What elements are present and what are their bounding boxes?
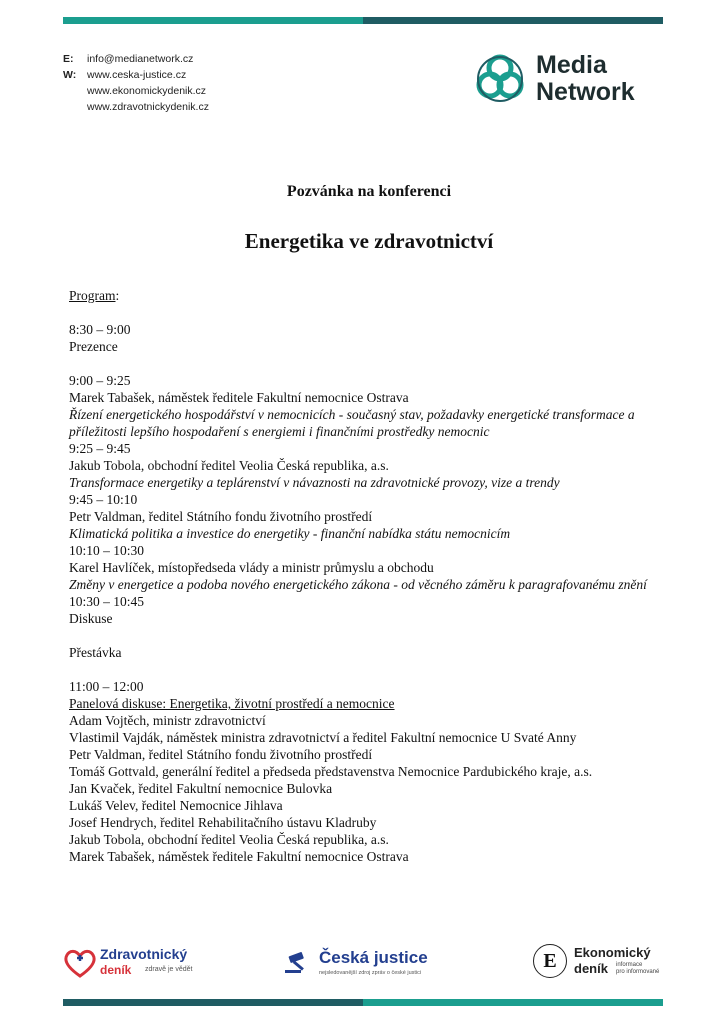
ceska-justice-logo — [285, 948, 445, 984]
panel-participant: Adam Vojtěch, ministr zdravotnictví — [69, 713, 266, 728]
time-slot: 10:10 – 10:30 — [69, 543, 145, 558]
program-colon: : — [115, 288, 120, 303]
speaker: Karel Havlíček, místopředseda vlády a ministr průmyslu a obchodu — [69, 560, 434, 575]
bottom-accent-bar-dark — [63, 999, 363, 1006]
media-network-knot-icon — [472, 51, 528, 107]
speaker: Petr Valdman, ředitel Státního fondu životního prostředí — [69, 509, 373, 524]
cj-tagline: nejsledovanější zdroj zpráv o české justici — [319, 970, 422, 976]
web-label: W: — [63, 69, 77, 81]
web-row — [63, 99, 209, 115]
top-accent-bar — [63, 17, 663, 24]
heart-cross-icon — [63, 948, 97, 978]
web-row — [63, 83, 209, 99]
panel-participant: Josef Hendrych, ředitel Rehabilitačního ústavu Kladruby — [69, 815, 377, 830]
web-link-2[interactable]: www.ekonomickydenik.cz — [87, 85, 207, 97]
cj-name: Česká justice — [319, 948, 428, 967]
ed-name-1: Ekonomický — [574, 945, 651, 960]
brand-line-2: Network — [536, 78, 635, 106]
time-slot: 8:30 – 9:00 — [69, 322, 131, 337]
time-slot: 9:45 – 10:10 — [69, 492, 138, 507]
program-label: Program — [69, 288, 116, 303]
web-row — [63, 67, 209, 83]
speaker: Jakub Tobola, obchodní ředitel Veolia Česká republika, a.s. — [69, 458, 389, 473]
zd-name-1: Zdravotnický — [100, 946, 188, 962]
conference-title: Energetika ve zdravotnictví — [244, 229, 494, 253]
time-slot: 9:00 – 9:25 — [69, 373, 131, 388]
program-label-line — [69, 287, 669, 304]
time-slot: 9:25 – 9:45 — [69, 441, 131, 456]
email-link[interactable]: info@medianetwork.cz — [87, 53, 194, 65]
time-slot: 10:30 – 10:45 — [69, 594, 145, 609]
panel-participant: Lukáš Velev, ředitel Nemocnice Jihlava — [69, 798, 283, 813]
slot-text: Prezence — [69, 339, 118, 354]
speaker: Marek Tabašek, náměstek ředitele Fakultní nemocnice Ostrava — [69, 390, 409, 405]
panel-participant: Tomáš Gottvald, generální ředitel a předseda představenstva Nemocnice Pardubického kraje, a.s. — [69, 764, 593, 779]
panel-heading: Panelová diskuse: Energetika, životní prostředí a nemocnice — [69, 696, 395, 711]
bottom-accent-bar — [63, 999, 663, 1006]
talk-topic: Změny v energetice a podoba nového energetického zákona - od věcného záměru k paragrafovanému znění — [69, 577, 647, 592]
top-accent-bar-dark — [363, 17, 663, 24]
panel-participant: Marek Tabašek, náměstek ředitele Fakultní nemocnice Ostrava — [69, 849, 409, 864]
panel-participant: Vlastimil Vajdák, náměstek ministra zdravotnictví a ředitel Fakultní nemocnice U Svaté Anny — [69, 730, 577, 745]
zd-tagline: zdravě je vědět — [145, 966, 193, 973]
email-row — [63, 51, 209, 67]
panel-participant: Jakub Tobola, obchodní ředitel Veolia Česká republika, a.s. — [69, 832, 389, 847]
media-network-wordmark — [536, 52, 635, 106]
zdravotnicky-denik-logo — [63, 946, 203, 982]
brand-line-1: Media — [536, 51, 607, 79]
ed-tagline-1: informace — [616, 962, 643, 968]
talk-topic: Klimatická politika a investice do energetiky - finanční nabídka státu nemocnicím — [69, 526, 511, 541]
time-slot: 11:00 – 12:00 — [69, 679, 144, 694]
ed-name-2: deník — [574, 961, 608, 976]
panel-participant: Petr Valdman, ředitel Státního fondu životního prostředí — [69, 747, 373, 762]
contact-block — [63, 51, 209, 115]
ekonomicky-denik-logo — [533, 944, 663, 984]
footer-logos — [63, 940, 663, 986]
gavel-icon — [285, 952, 315, 974]
panel-participant: Jan Kvaček, ředitel Fakultní nemocnice Bulovka — [69, 781, 333, 796]
slot-text: Diskuse — [69, 611, 113, 626]
ed-circle-icon — [533, 944, 567, 978]
email-label: E: — [63, 53, 74, 65]
web-link-1[interactable]: www.ceska-justice.cz — [87, 69, 187, 81]
break-label: Přestávka — [69, 645, 122, 660]
web-link-3[interactable]: www.zdravotnickydenik.cz — [87, 101, 209, 113]
media-network-logo — [472, 51, 635, 107]
program — [69, 287, 669, 865]
talk-topic: Transformace energetiky a teplárenství v návaznosti na zdravotnické provozy, vize a trendy — [69, 475, 560, 490]
ed-letter: E — [543, 950, 557, 972]
talk-topic: Řízení energetického hospodářství v nemocnicích - současný stav, požadavky energetické transformace a příležitosti lepšího hospodaření s energiemi i finančními prostředky nemocnic — [69, 407, 635, 439]
ed-tagline-2: pro informované — [616, 969, 660, 975]
invitation-heading: Pozvánka na konferenci — [286, 183, 452, 200]
zd-name-2: deník — [100, 963, 132, 977]
